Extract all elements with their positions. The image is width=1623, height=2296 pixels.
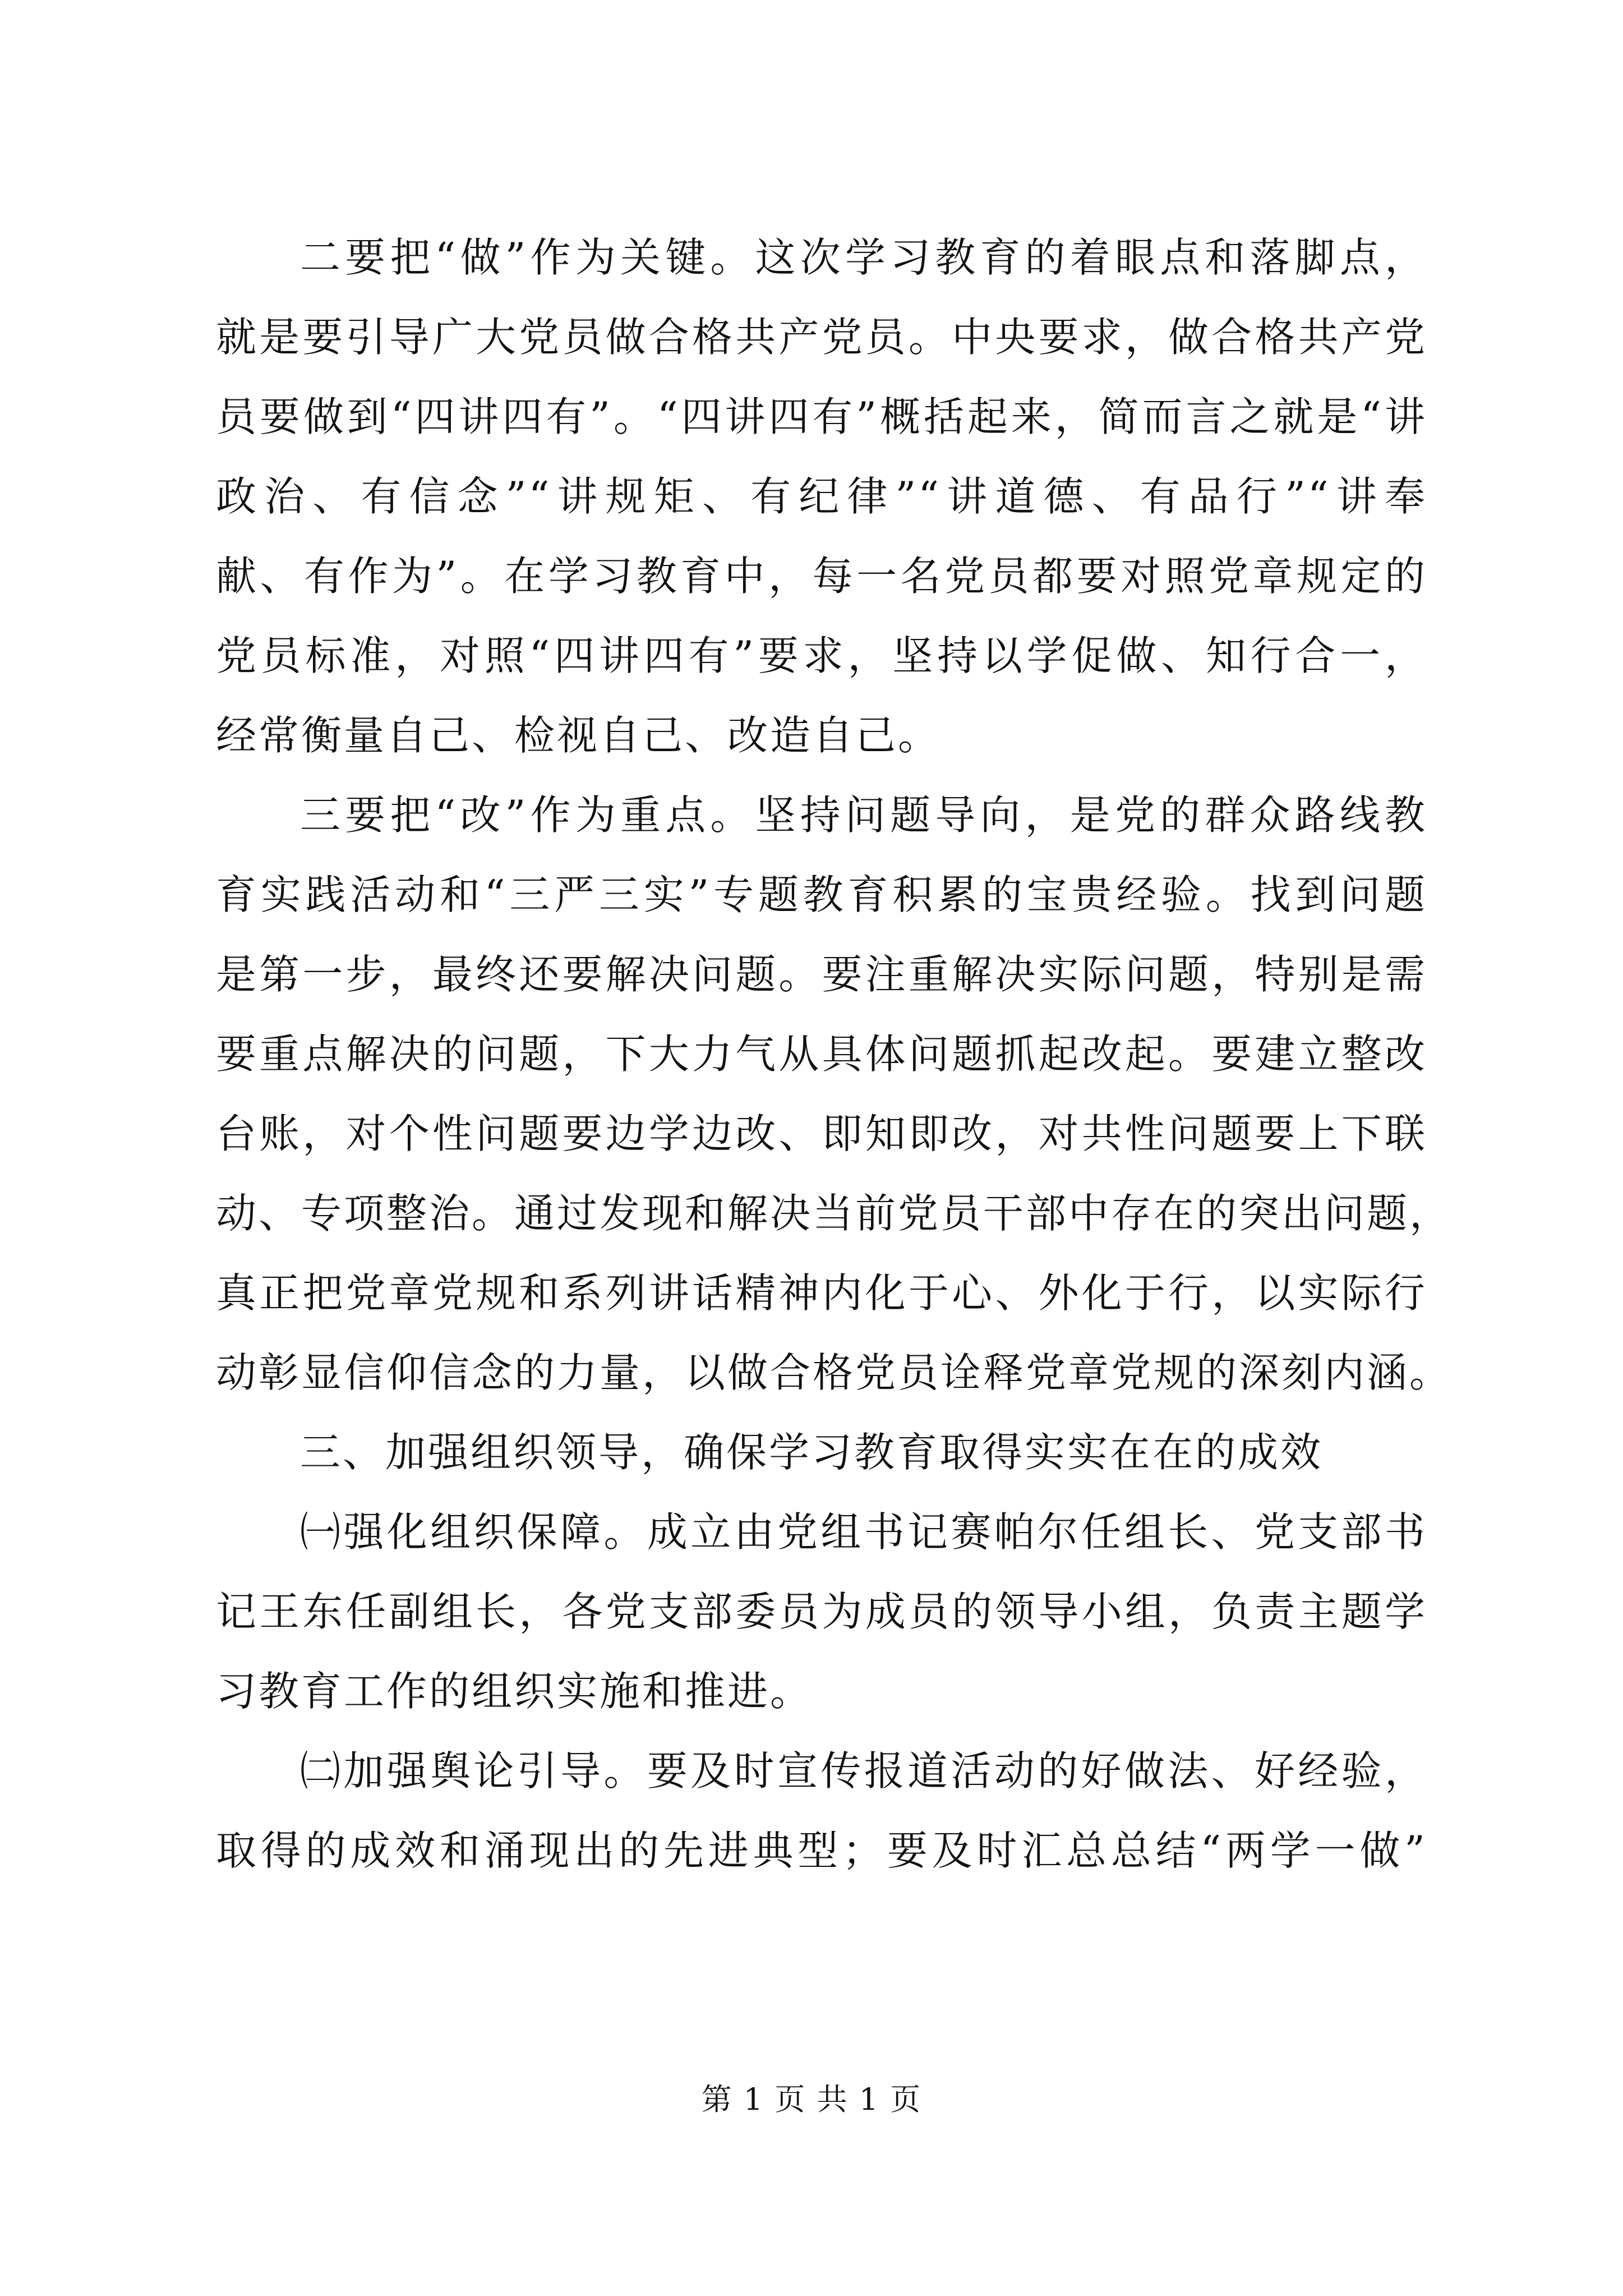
text-line: 献、有作为”。在学习教育中，每一名党员都要对照党章规定的 <box>216 553 1427 600</box>
text-line: 育实践活动和“三严三实”专题教育积累的宝贵经验。找到问题 <box>216 871 1427 918</box>
text-line: 习教育工作的组织实施和推进。 <box>216 1668 813 1715</box>
text-line: 要重点解决的问题，下大力气从具体问题抓起改起。要建立整改 <box>216 1030 1427 1078</box>
text-line: 就是要引导广大党员做合格共产党员。中央要求，做合格共产党 <box>216 314 1427 361</box>
text-line: 真正把党章党规和系列讲话精神内化于心、外化于行，以实际行 <box>216 1269 1427 1317</box>
text-line: 动、专项整治。通过发现和解决当前党员干部中存在的突出问题， <box>216 1190 1453 1237</box>
text-line: 党员标准，对照“四讲四有”要求，坚持以学促做、知行合一， <box>216 632 1427 679</box>
text-line: 记王东任副组长，各党支部委员为成员的领导小组，负责主题学 <box>216 1588 1427 1635</box>
text-line: 台账，对个性问题要边学边改、即知即改，对共性问题要上下联 <box>216 1110 1427 1157</box>
text-line: 取得的成效和涌现出的先进典型；要及时汇总总结“两学一做” <box>216 1827 1427 1874</box>
text-line: ㈡加强舆论引导。要及时宣传报道活动的好做法、好经验， <box>300 1747 1427 1795</box>
page-footer: 第 1 页 共 1 页 <box>701 2082 922 2117</box>
text-line: 是第一步，最终还要解决问题。要注重解决实际问题，特别是需 <box>216 951 1427 998</box>
text-line: 动彰显信仰信念的力量，以做合格党员诠释党章党规的深刻内涵。 <box>216 1349 1453 1396</box>
section-heading: 三、加强组织领导，确保学习教育取得实实在在的成效 <box>300 1429 1324 1476</box>
document-body <box>216 218 1453 1890</box>
text-line: 二要把“做”作为关键。这次学习教育的着眼点和落脚点， <box>300 234 1427 281</box>
text-line: 三要把“改”作为重点。坚持问题导向，是党的群众路线教 <box>300 792 1427 839</box>
text-line: 政治、有信念”“讲规矩、有纪律”“讲道德、有品行”“讲奉 <box>216 473 1427 520</box>
text-line: 经常衡量自己、检视自己、改造自己。 <box>216 712 941 759</box>
text-line: ㈠强化组织保障。成立由党组书记赛帕尔任组长、党支部书 <box>300 1508 1427 1556</box>
text-line: 员要做到“四讲四有”。“四讲四有”概括起来，简而言之就是“讲 <box>216 393 1427 440</box>
